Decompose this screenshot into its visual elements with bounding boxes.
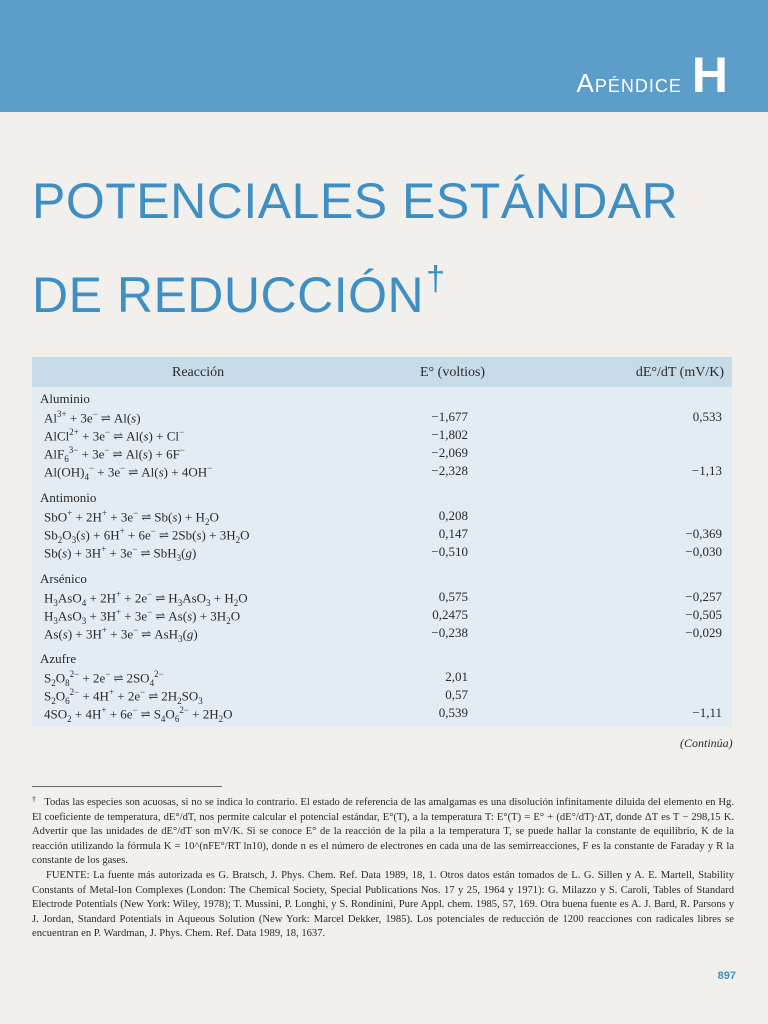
reaction-formula: AlCl$^{2+}$ + 3e− ⇌ Al(s) + Cl− xyxy=(44,427,185,444)
dedt-value: −1,13 xyxy=(691,463,722,478)
e0-value: 0,575 xyxy=(438,589,468,604)
page-title xyxy=(32,162,732,334)
table-row xyxy=(32,589,732,607)
e0-value: −1,802 xyxy=(431,427,468,442)
footnotes xyxy=(32,793,734,942)
dedt-value: −0,505 xyxy=(685,607,722,622)
reaction-formula: $H_3AsO_4 + 2H^+ + 2e^-$ ⇌ $H_3AsO_3 + H_2O$ xyxy=(44,589,248,608)
footnote-mark: † xyxy=(32,795,37,804)
reaction-formula: $Sb_2O_3(s) + 6H^+ + 6e^-$ ⇌ $2Sb(s) + 3H_2O$ xyxy=(44,526,250,545)
e0-value: 0,147 xyxy=(438,526,468,541)
e0-value: −0,510 xyxy=(431,544,468,559)
group-azufre: Azufre xyxy=(40,651,77,666)
e0-value: 0,57 xyxy=(445,687,468,702)
table-row xyxy=(32,445,732,463)
e0-value: 0,539 xyxy=(438,705,468,720)
e0-value: −0,238 xyxy=(431,625,468,640)
e0-value: −1,677 xyxy=(431,409,468,424)
reaction-formula: $4SO_2 + 4H^+ + 6e^-$ ⇌ $S_4O_6^{2-} + 2H_2O$ xyxy=(44,705,233,724)
reaction-formula: $Al^{3+} + 3e^-$ ⇌ Al(s) xyxy=(44,409,141,426)
group-aluminio: Aluminio xyxy=(40,391,90,406)
dedt-value: −0,030 xyxy=(685,544,722,559)
reaction-formula: SbO+ + 2H+ + 3e− ⇌ $Sb(s) + H_2O$ xyxy=(44,508,219,527)
table-row xyxy=(32,409,732,427)
table-row xyxy=(32,508,732,526)
title-dagger: † xyxy=(426,260,446,298)
table-row xyxy=(32,427,732,445)
reaction-formula: As(s) + 3H+ + 3e− ⇌ AsH$_3$(g) xyxy=(44,625,198,644)
group-antimonio: Antimonio xyxy=(40,490,97,505)
appendix-label xyxy=(577,46,728,104)
table-row xyxy=(32,544,732,562)
table-header xyxy=(32,357,732,387)
table-row xyxy=(32,463,732,481)
reaction-formula: AlF$_6^{3-}$ + 3e− ⇌ Al(s) + 6F− xyxy=(44,445,185,464)
title-line-2 xyxy=(32,240,732,334)
title-line-1: POTENCIALES ESTÁNDAR xyxy=(32,173,679,229)
table-row xyxy=(32,687,732,705)
e0-value: 0,2475 xyxy=(432,607,468,622)
reduction-table xyxy=(32,357,732,727)
footnote-divider xyxy=(32,786,222,787)
dedt-value: −0,029 xyxy=(685,625,722,640)
appendix-letter: H xyxy=(691,47,728,103)
table-row xyxy=(32,669,732,687)
table-row xyxy=(32,625,732,643)
reaction-formula: Sb(s) + 3H+ + 3e− ⇌ SbH$_3$(g) xyxy=(44,544,197,563)
footnote-1 xyxy=(32,793,734,869)
dedt-value: −0,257 xyxy=(685,589,722,604)
e0-value: 0,208 xyxy=(438,508,468,523)
header-reaction: Reacción xyxy=(172,365,225,380)
header-dedt: dE°/dT (mV/K) xyxy=(635,365,724,380)
header-e0: E° (voltios) xyxy=(420,365,486,380)
title-line-2-text: DE REDUCCIÓN xyxy=(32,267,425,323)
reaction-formula: $S_2O_8^{2-} + 2e^-$ ⇌ $2SO_4^{2-}$ xyxy=(44,669,164,688)
table-row xyxy=(32,526,732,544)
dedt-value: −0,369 xyxy=(685,526,722,541)
e0-value: 2,01 xyxy=(445,669,468,684)
group-arsenico: Arsénico xyxy=(40,571,87,586)
e0-value: −2,328 xyxy=(431,463,468,478)
reaction-formula: $S_2O_6^{2-} + 4H^+ + 2e^-$ ⇌ $2H_2SO_3$ xyxy=(44,687,203,706)
dedt-value: −1,11 xyxy=(692,705,722,720)
reaction-formula: $Al(OH)_4^- + 3e^-$ ⇌ Al(s) + 4OH− xyxy=(44,463,213,482)
appendix-word: Apéndice xyxy=(576,68,682,98)
table-row xyxy=(32,705,732,723)
reaction-formula: $H_3AsO_3 + 3H^+ + 3e^-$ ⇌ $As(s) + 3H_2O$ xyxy=(44,607,241,626)
footnote-source: FUENTE: La fuente más autorizada es G. Bratsch, J. Phys. Chem. Ref. Data 1989, 18, 1. Otros datos están tomados de L. G. Sillen y A. E. Martell, Stability Constants of Metal-Ion Complexes (London: The Chemical Society, Special Publications Nos. 17 y 25, 1964 y 1971): G. Milazzo y S. Caroli, Tables of Standard Electrode Potentials (New York: Wiley, 1978); T. Mussini, P. Longhi, y S. Rondinini, Pure Appl. chem. 1985, 57, 169. Otra buena fuente es A. J. Bard, R. Parsons y J. Jordan, Standard Potentials in Aqueous Solution (New York: Marcel Dekker, 1985). Los potenciales de reducción de 1200 reacciones con radicales libres se encuentran en P. Wardman, J. Phys. Chem. Ref. Data 1989, 18, 1637. xyxy=(32,869,734,940)
table-row xyxy=(32,607,732,625)
footnote-1-text: Todas las especies son acuosas, si no se indica lo contrario. El estado de referencia de las amalgamas es una disolución infinitamente diluida del elemento en Hg. El coeficiente de temperatura, dE°/dT, nos permite calcular el potencial estándar, E°(T), a la temperatura T: E°(T) = E° + (dE°/dT)·ΔT, donde ΔT es T − 298,15 K. Advertir que las unidades de dE°/dT son mV/K. Si se conoce E° de la reacción de la pila a la temperatura T, se puede hallar la constante de equilibrio, K de la reacción utilizando la fórmula K = 10^(nFE°/RT ln10), donde n es el número de electrones en cada una de las semirreacciones, F es la constante de Faraday y R la constante de los gases. xyxy=(32,797,734,867)
e0-value: −2,069 xyxy=(431,445,468,460)
continued-note: (Continúa) xyxy=(680,736,733,750)
dedt-value: 0,533 xyxy=(692,409,722,424)
page-number: 897 xyxy=(717,970,736,982)
